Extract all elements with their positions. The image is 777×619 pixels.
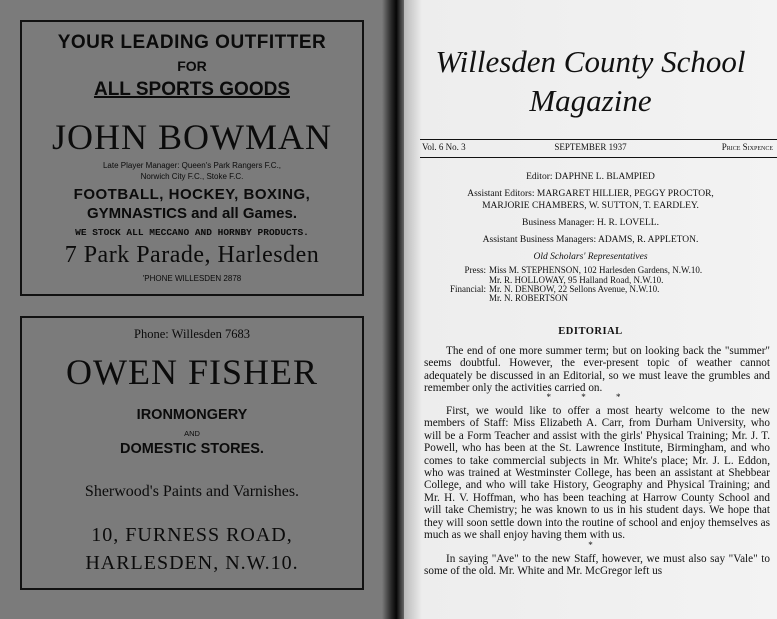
ad2-ironmongery: IRONMONGERY — [136, 407, 248, 423]
assistant-editors-1: Assistant Editors: MARGARET HILLIER, PEGGY PROCTOR, — [467, 189, 714, 199]
business-manager: Business Manager: H. R. LOVELL. — [522, 218, 659, 228]
ad2-business-name: OWEN FISHER — [66, 352, 318, 392]
financial-rep-1: Mr. N. DENBOW, 22 Sellons Avenue, N.W.10. — [489, 284, 660, 294]
financial-rep-2: Mr. N. ROBERTSON — [489, 293, 568, 303]
owen-fisher-advert — [20, 316, 364, 590]
ad-player-line-2: Norwich City F.C., Stoke F.C. — [140, 172, 244, 181]
john-bowman-advert — [20, 20, 364, 296]
volume-number: Vol. 6 No. 3 — [422, 142, 466, 152]
ad2-address-1: 10, FURNESS ROAD, — [91, 524, 293, 546]
masthead-rule-top — [420, 139, 777, 140]
ad2-phone: Phone: Willesden 7683 — [134, 327, 250, 341]
ad-sports-goods: ALL SPORTS GOODS — [93, 79, 290, 100]
ad-sports-list-1: FOOTBALL, HOCKEY, BOXING, — [73, 186, 311, 203]
financial-label: Financial: — [450, 284, 486, 294]
left-page — [0, 0, 388, 619]
ad-headline: YOUR LEADING OUTFITTER — [57, 32, 327, 53]
editorial-heading: EDITORIAL — [558, 326, 623, 337]
press-rep-1: Miss M. STEPHENSON, 102 Harlesden Gardens, N.W.10. — [489, 265, 703, 275]
assistant-editors-2: MARJORIE CHAMBERS, W. SUTTON, T. EARDLEY. — [482, 201, 699, 211]
issue-date: SEPTEMBER 1937 — [554, 142, 627, 152]
right-page — [404, 0, 777, 619]
magazine-title-line-2: Magazine — [529, 83, 652, 118]
ad-stock-line: WE STOCK ALL MECCANO AND HORNBY PRODUCTS. — [75, 227, 309, 238]
magazine-title-line-1: Willesden County School — [435, 44, 746, 79]
ad-sports-list-2: GYMNASTICS and all Games. — [86, 205, 298, 222]
ad-address: 7 Park Parade, Harlesden — [64, 242, 320, 268]
press-rep-2: Mr. R. HOLLOWAY, 95 Halland Road, N.W.10. — [489, 275, 664, 285]
assistant-business-managers: Assistant Business Managers: ADAMS, R. APPLETON. — [482, 235, 699, 245]
ad-player-line-1: Late Player Manager: Queen's Park Rangers F.C., — [102, 161, 282, 170]
ad2-address-2: HARLESDEN, N.W.10. — [85, 552, 299, 574]
price: Price Sixpence — [721, 142, 773, 152]
old-scholars-heading: Old Scholars' Representatives — [533, 252, 648, 262]
ad-for: FOR — [177, 58, 207, 74]
editor-line: Editor: DAPHNE L. BLAMPIED — [526, 172, 655, 182]
ad2-domestic-stores: DOMESTIC STORES. — [120, 441, 264, 457]
ad-phone: 'PHONE WILLESDEN 2878 — [142, 274, 242, 283]
ad2-paints: Sherwood's Paints and Varnishes. — [84, 483, 300, 500]
ad2-and: AND — [184, 429, 200, 438]
masthead-rule-bottom — [420, 157, 777, 158]
editorial-paragraph-2: First, we would like to offer a most hearty welcome to the new members of Staff: Miss Elizabeth A. Carr, from Durham University, who will be a Form Teacher and assist with the girls' Physical Training; Mr. J. T. Powell, who has been at the St. Lawrence Institute, Birmingham, and who comes to take commercial subjects in Mr. White's place; Mr. J. L. Eddon, who was trained at Westminster College, has been an assistant at Shebbear College, and who will take History, Geography and Physical Training; and Mr. H. V. Hoffman, who has been teaching at Harrow County School and will take Chemistry; he was known to us in his student days. We hope that they will soon settle down into the routine of school and enjoy themselves as much as we shall enjoy having them with us. — [424, 405, 770, 542]
editorial-paragraph-1: The end of one more summer term; but on looking back the "summer" seems doubtful. However, the ever-present topic of weather cannot adequately be discussed in an Editorial, so we must leave the grumbles and remember only the activities carried on. — [424, 345, 770, 395]
editorial-paragraph-3: In saying "Ave" to the new Staff, however, we must also say "Vale" to some of the old. Mr. White and Mr. McGregor left us — [424, 553, 770, 578]
section-separator-2: * — [588, 540, 593, 550]
section-separator-1: * * * — [546, 392, 635, 402]
press-label: Press: — [464, 265, 486, 275]
ad-business-name: JOHN BOWMAN — [52, 117, 332, 157]
